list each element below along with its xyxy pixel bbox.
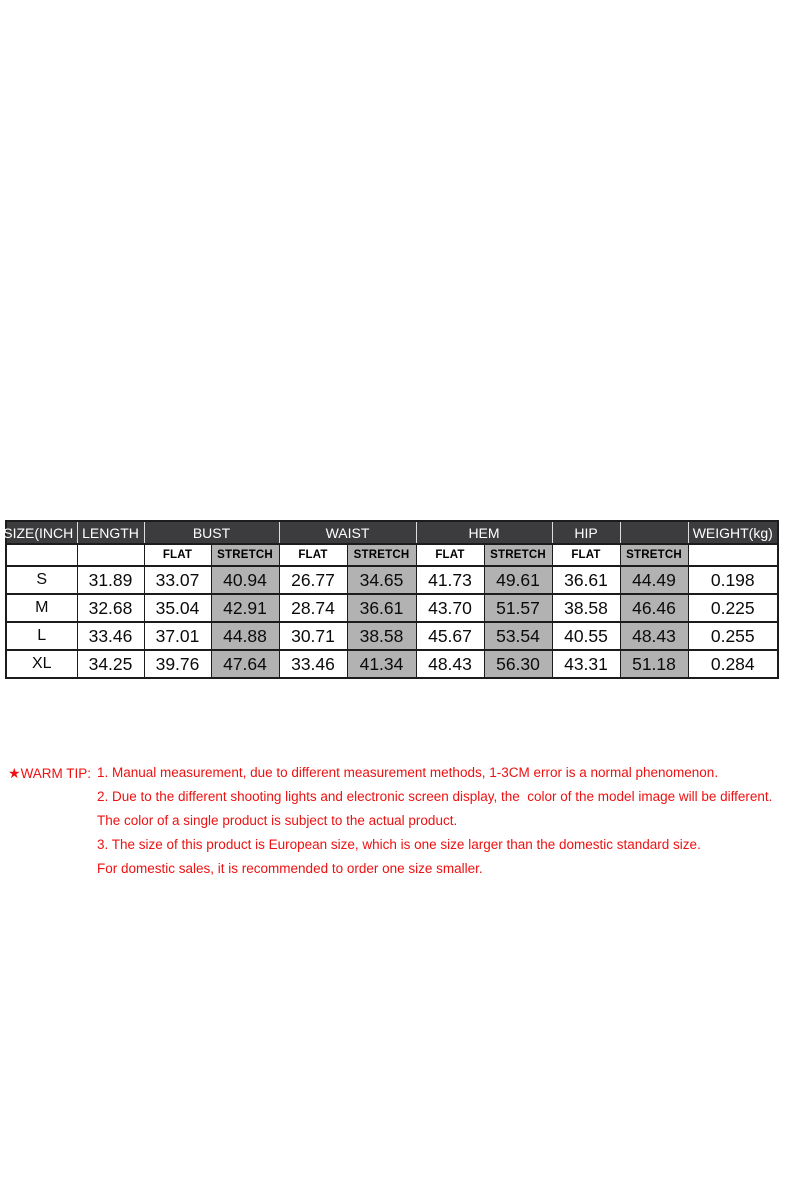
warm-tip-line-1: 1. Manual measurement, due to different measurement methods, 1-3CM error is a normal phenomenon. bbox=[97, 765, 719, 780]
measure-cell: 34.25 bbox=[77, 650, 144, 678]
table-header-row bbox=[6, 521, 778, 544]
warm-tip-line-2: 2. Due to the different shooting lights and electronic screen display, the color of the model image will be different. bbox=[97, 789, 773, 804]
size-cell: L bbox=[6, 622, 77, 650]
measure-cell: 33.46 bbox=[279, 650, 347, 678]
warm-tip-line-3: The color of a single product is subject to the actual product. bbox=[97, 813, 458, 828]
subheader-cell-empty bbox=[6, 544, 77, 566]
warm-tip-label-text: WARM TIP: bbox=[20, 766, 92, 781]
subheader-cell-flat: FLAT bbox=[144, 544, 211, 566]
measure-cell: 0.255 bbox=[688, 622, 778, 650]
measure-cell: 39.76 bbox=[144, 650, 211, 678]
header-cell-hip: HIP bbox=[552, 521, 620, 544]
measure-cell: 37.01 bbox=[144, 622, 211, 650]
measure-cell: 35.04 bbox=[144, 594, 211, 622]
subheader-cell-empty bbox=[688, 544, 778, 566]
table-row-l bbox=[6, 622, 778, 650]
warm-tip-line-5: For domestic sales, it is recommended to order one size smaller. bbox=[97, 861, 483, 876]
warm-tip-line-4: 3. The size of this product is European size, which is one size larger than the domestic standard size. bbox=[97, 837, 701, 852]
header-cell-bust: BUST bbox=[144, 521, 279, 544]
measure-cell: 41.73 bbox=[416, 566, 484, 594]
measure-cell: 45.67 bbox=[416, 622, 484, 650]
measure-cell: 51.18 bbox=[620, 650, 688, 678]
subheader-cell-flat: FLAT bbox=[552, 544, 620, 566]
measure-cell: 44.49 bbox=[620, 566, 688, 594]
measure-cell: 48.43 bbox=[416, 650, 484, 678]
measure-cell: 46.46 bbox=[620, 594, 688, 622]
size-cell: M bbox=[6, 594, 77, 622]
measure-cell: 56.30 bbox=[484, 650, 552, 678]
measure-cell: 40.94 bbox=[211, 566, 279, 594]
measure-cell: 42.91 bbox=[211, 594, 279, 622]
header-cell-size-unit: SIZE(INCH bbox=[6, 521, 77, 544]
measure-cell: 34.65 bbox=[347, 566, 416, 594]
measure-cell: 43.31 bbox=[552, 650, 620, 678]
measure-cell: 26.77 bbox=[279, 566, 347, 594]
size-cell: S bbox=[6, 566, 77, 594]
measure-cell: 0.284 bbox=[688, 650, 778, 678]
star-icon: ★ bbox=[8, 765, 21, 781]
header-cell-length: LENGTH bbox=[77, 521, 144, 544]
header-cell-waist: WAIST bbox=[279, 521, 416, 544]
measure-cell: 43.70 bbox=[416, 594, 484, 622]
measure-cell: 47.64 bbox=[211, 650, 279, 678]
subheader-cell-stretch: STRETCH bbox=[211, 544, 279, 566]
measure-cell: 33.07 bbox=[144, 566, 211, 594]
measure-cell: 40.55 bbox=[552, 622, 620, 650]
measure-cell: 49.61 bbox=[484, 566, 552, 594]
subheader-cell-stretch: STRETCH bbox=[484, 544, 552, 566]
measure-cell: 30.71 bbox=[279, 622, 347, 650]
warm-tip bbox=[8, 761, 798, 881]
measure-cell: 51.57 bbox=[484, 594, 552, 622]
measure-cell: 48.43 bbox=[620, 622, 688, 650]
measure-cell: 32.68 bbox=[77, 594, 144, 622]
subheader-cell-empty bbox=[77, 544, 144, 566]
measure-cell: 38.58 bbox=[552, 594, 620, 622]
measure-cell: 31.89 bbox=[77, 566, 144, 594]
table-row-s bbox=[6, 566, 778, 594]
subheader-cell-flat: FLAT bbox=[416, 544, 484, 566]
measure-cell: 36.61 bbox=[552, 566, 620, 594]
warm-tip-lines bbox=[97, 761, 798, 881]
header-cell-empty bbox=[620, 521, 688, 544]
size-chart-table bbox=[5, 520, 779, 679]
measure-cell: 36.61 bbox=[347, 594, 416, 622]
warm-tip-label bbox=[8, 761, 97, 786]
subheader-cell-flat: FLAT bbox=[279, 544, 347, 566]
measure-cell: 41.34 bbox=[347, 650, 416, 678]
measure-cell: 53.54 bbox=[484, 622, 552, 650]
header-cell-weight: WEIGHT(kg) bbox=[688, 521, 778, 544]
table-row-xl bbox=[6, 650, 778, 678]
measure-cell: 33.46 bbox=[77, 622, 144, 650]
measure-cell: 38.58 bbox=[347, 622, 416, 650]
subheader-cell-stretch: STRETCH bbox=[620, 544, 688, 566]
header-cell-hem: HEM bbox=[416, 521, 552, 544]
measure-cell: 44.88 bbox=[211, 622, 279, 650]
subheader-cell-stretch: STRETCH bbox=[347, 544, 416, 566]
table-subheader-row bbox=[6, 544, 778, 566]
table-row-m bbox=[6, 594, 778, 622]
measure-cell: 28.74 bbox=[279, 594, 347, 622]
measure-cell: 0.198 bbox=[688, 566, 778, 594]
measure-cell: 0.225 bbox=[688, 594, 778, 622]
size-cell: XL bbox=[6, 650, 77, 678]
